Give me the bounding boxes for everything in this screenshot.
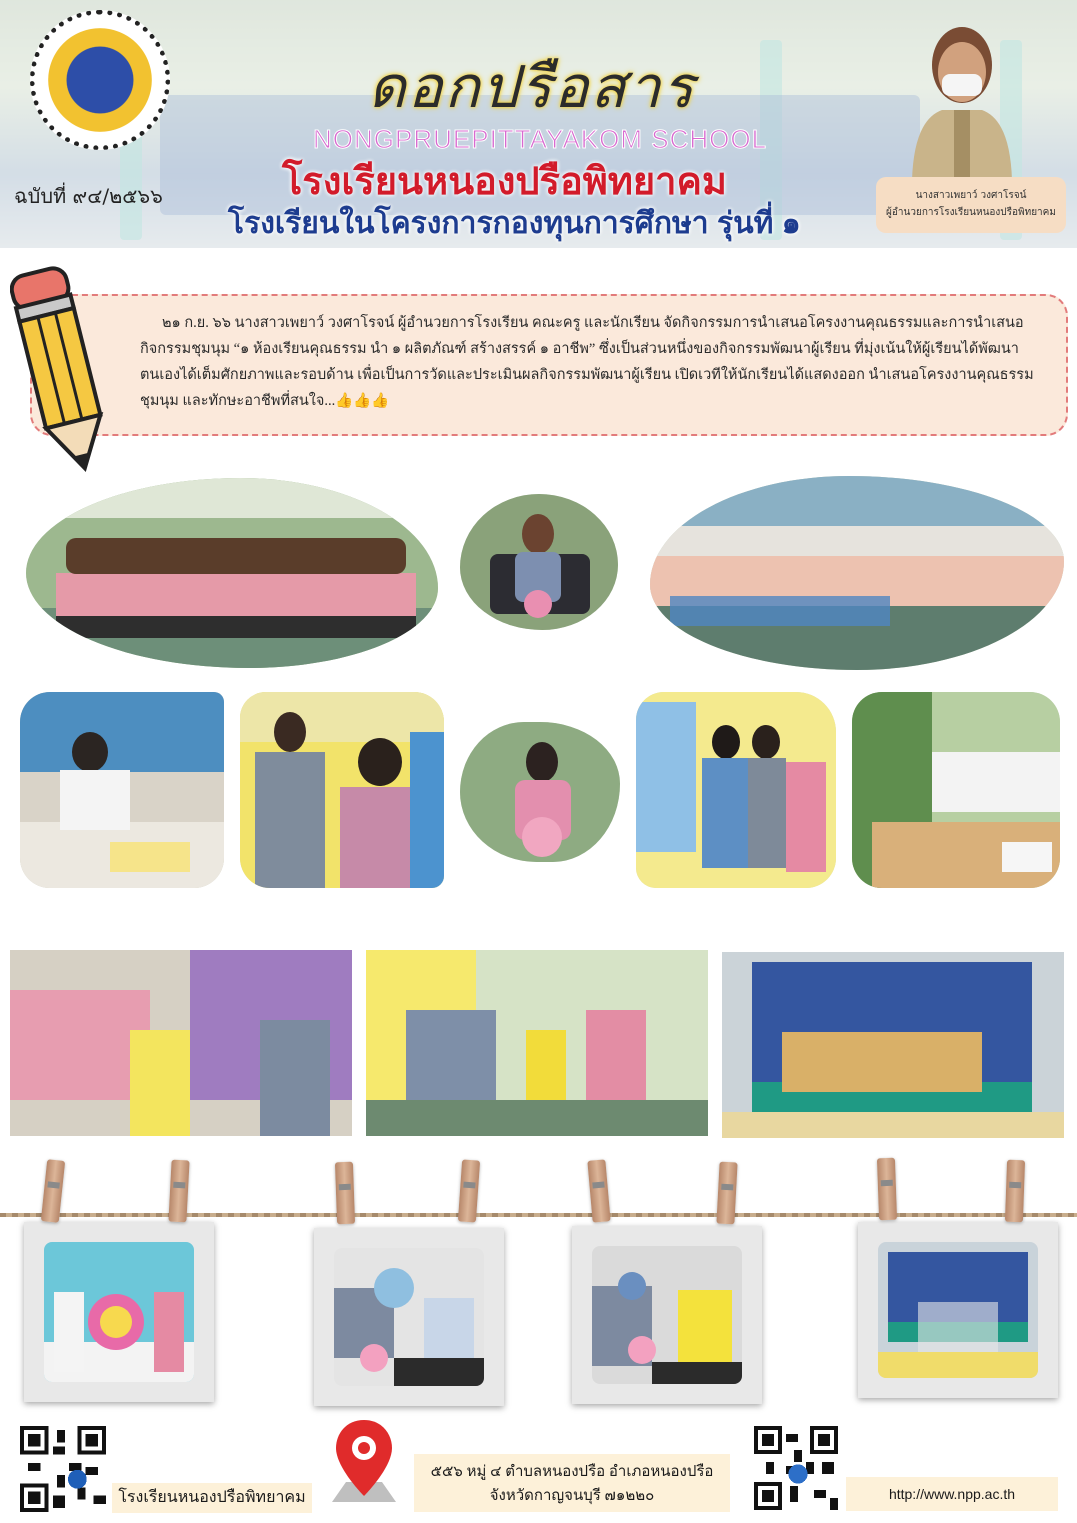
photo-director-visiting-booth: [240, 692, 444, 888]
director-caption: [876, 177, 1066, 233]
photo-students-lineup: [26, 478, 438, 668]
issue-number: ฉบับที่ ๙๔/๒๕๖๖: [14, 184, 163, 208]
clothespin: [716, 1162, 737, 1225]
school-name-thai: โรงเรียนหนองปรือพิทยาคม: [282, 161, 727, 203]
clothesline-rope: [0, 1213, 1077, 1217]
location-pin-icon: [326, 1416, 402, 1512]
intro-text: ๒๑ ก.ย. ๖๖ นางสาวเพยาว์ วงศาโรจน์ ผู้อำนวยการโรงเรียน คณะครู และนักเรียน จัดกิจกรรมการนำเสนอโครงงานคุณธรรมและการนำเสนอกิจกรรมชุมนุม “๑ ห้องเรียนคุณธรรม นำ ๑ ผลิตภัณฑ์ สร้างสรรค์ ๑ อาชีพ” ซึ่งเป็นส่วนหนึ่งของกิจกรรมพัฒนาผู้เรียน ที่มุ่งเน้นให้ผู้เรียนได้พัฒนาตนเองได้เต็มศักยภาพและรอบด้าน เพื่อเป็นการวัดและประเมินผลกิจกรรมพัฒนาผู้เรียน เปิดเวทีให้นักเรียนได้แสดงออก นำเสนอโครงงานคุณธรรม ชุมนุม และทักษะอาชีพที่สนใจ...👍👍👍: [140, 315, 1034, 409]
clothespin: [1005, 1160, 1025, 1223]
director-name: นางสาวเพยาว์ วงศาโรจน์: [915, 190, 1027, 201]
website-link[interactable]: http://www.npp.ac.th: [846, 1477, 1058, 1511]
photo-students-presenting: [10, 950, 352, 1136]
pencil-icon: [10, 258, 120, 478]
program-subtitle: โรงเรียนในโครงการกองทุนการศึกษา รุ่นที่ ๑: [228, 207, 801, 240]
polaroid-tiedye: [24, 1222, 214, 1402]
footer-school-name: โรงเรียนหนองปรือพิทยาคม: [112, 1483, 312, 1513]
photo-director-seated: [460, 494, 618, 630]
facebook-qr-code[interactable]: [20, 1426, 106, 1512]
photo-yellow-booth: [366, 950, 708, 1136]
photo-stage-performance: [722, 952, 1064, 1138]
intro-box: [30, 294, 1068, 436]
clothespin: [877, 1158, 897, 1221]
school-name-english: NONGPRUEPITTAYAKOM SCHOOL: [313, 124, 768, 154]
newsletter-title: ดอกปรือสาร: [368, 53, 696, 121]
director-title: ผู้อำนวยการโรงเรียนหนองปรือพิทยาคม: [886, 207, 1056, 218]
photo-teacher-speaking: [460, 722, 620, 862]
school-logo: [30, 10, 170, 150]
address-line-1: ๕๕๖ หมู่ ๔ ตำบลหนองปรือ อำเภอหนองปรือ: [430, 1464, 714, 1480]
clothespin: [335, 1162, 355, 1225]
photo-cooking-activity: [20, 692, 224, 888]
polaroid-yellow-student: [572, 1226, 762, 1404]
clothespin: [168, 1160, 189, 1223]
address-line-2: จังหวัดกาญจนบุรี ๗๑๒๒๐: [489, 1488, 655, 1504]
photo-students-seated: [650, 476, 1064, 670]
polaroid-judging-table: [314, 1228, 504, 1406]
polaroid-stage: [858, 1222, 1058, 1398]
director-portrait: [902, 10, 1022, 180]
photo-product-stall: [852, 692, 1060, 888]
photo-project-booth: [636, 692, 836, 888]
footer-address: [414, 1454, 730, 1512]
website-qr-code[interactable]: [754, 1426, 838, 1510]
